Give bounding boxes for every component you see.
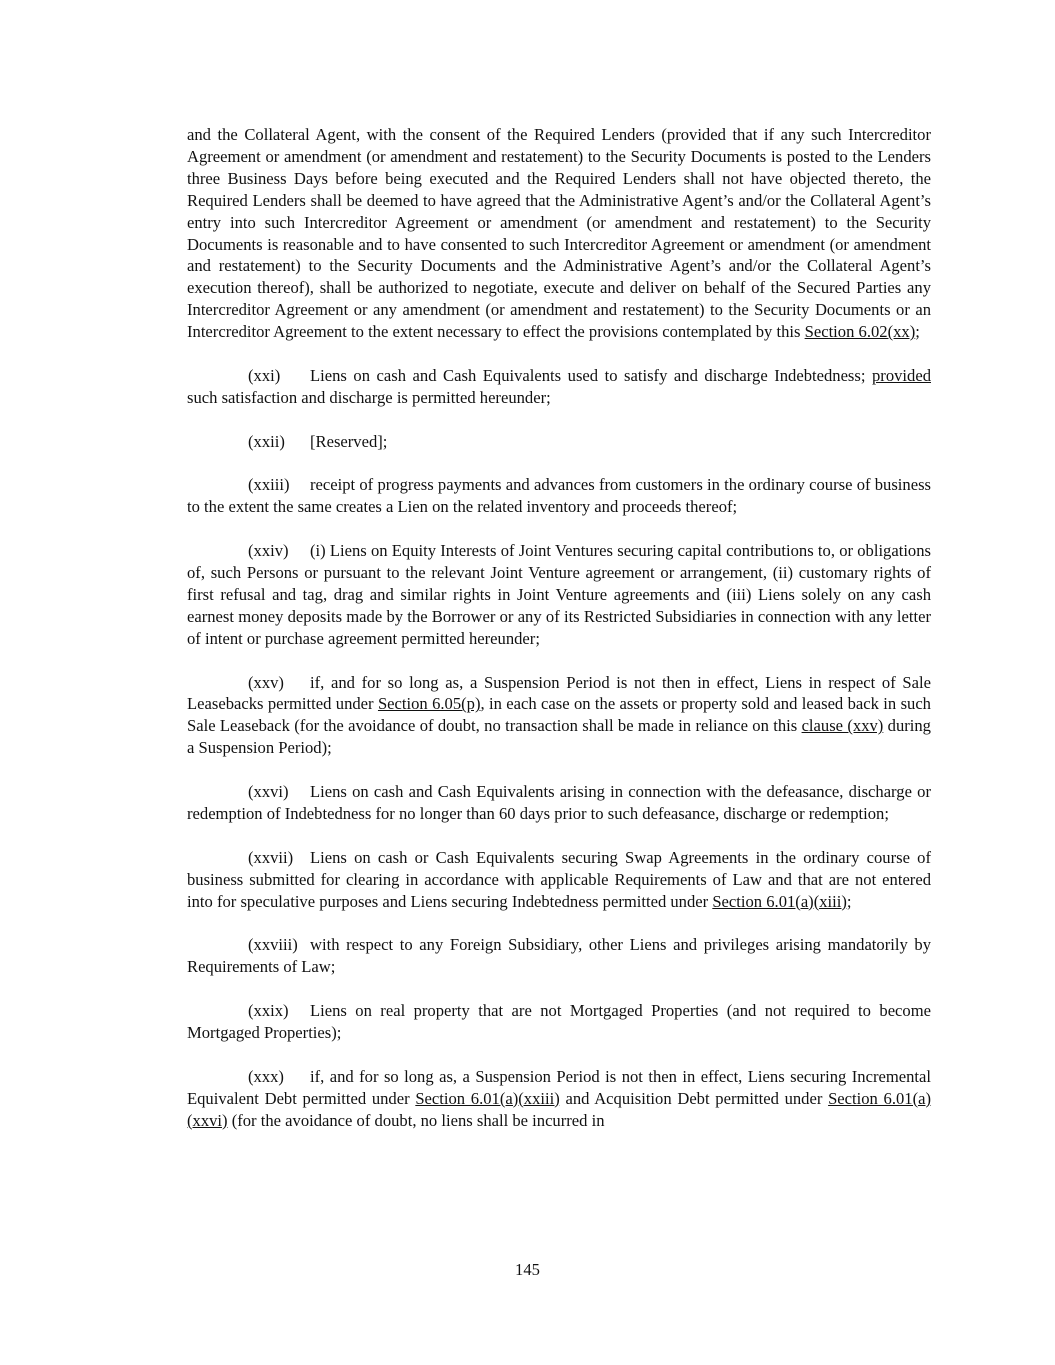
clause-number: (xxii): [248, 431, 285, 451]
clause-xxii: [187, 431, 931, 453]
clause-text: Liens on cash and Cash Equivalents used to satisfy and discharge Indebtedness;: [310, 365, 872, 385]
document-page: [187, 124, 931, 1153]
page-number: 145: [515, 1260, 540, 1279]
provided-term: provided: [872, 365, 931, 385]
clause-xxix: [187, 1000, 931, 1044]
section-link-6-01-a-xxvi[interactable]: Section 6.01(a)(xxvi): [187, 1088, 932, 1130]
section-link-6-01-a-xiii[interactable]: Section 6.01(a)(xiii): [712, 891, 847, 911]
clause-text: during a Suspension Period);: [187, 716, 931, 758]
section-link-6-01-a-xxiii[interactable]: Section 6.01(a)(xxiii): [415, 1088, 560, 1108]
clause-text: if, and for so long as, a Suspension Period is not then in effect, Liens in respect of Sale Leasebacks permitted under: [187, 672, 931, 714]
clause-number: (xxv): [248, 672, 284, 692]
clause-number: (xxvii): [248, 847, 294, 867]
clause-number: (xxix): [248, 1001, 289, 1021]
clause-text: and Acquisition Debt permitted under: [559, 1088, 829, 1108]
clause-number: (xxx): [248, 1066, 284, 1086]
clause-number: (xxviii): [248, 935, 298, 955]
clause-text: (for the avoidance of doubt, no liens shall be incurred in: [227, 1110, 605, 1130]
clause-link-xxv[interactable]: clause (xxv): [801, 716, 884, 736]
intro-text-1: and the Collateral Agent, with the consent of the Required Lenders (provided that if any such Intercreditor Agreement or amendment (or amendment and restatement) to the Security Documents is posted to the Lenders three Business Days before being executed and the Required Lenders shall not have objected thereto, the Required Lenders shall be deemed to have agreed that the Administrative Agent’s and/or the Collateral Agent’s entry into such Intercreditor Agreement or amendment (or amendment and restatement) to the Security Documents is reasonable and to have consented to such Intercreditor Agreement or amendment (or amendment and restatement) to the Security Documents and the Administrative Agent’s and/or the Collateral Agent’s execution thereof), shall be authorized to negotiate, execute and deliver on behalf of the Secured Parties any Intercreditor Agreement or any amendment (or amendment and restatement) to the Security Documents or an Intercreditor Agreement to the extent necessary to effect the provisions contemplated by this: [187, 125, 931, 342]
clause-xxi: [187, 365, 931, 409]
clause-text: receipt of progress payments and advances from customers in the ordinary course of business to the extent the same creates a Lien on the related inventory and proceeds thereof;: [187, 475, 931, 517]
clause-number: (xxiii): [248, 475, 290, 495]
clause-number: (xxiv): [248, 541, 289, 561]
clause-xxx: [187, 1066, 931, 1132]
clause-number: (xxvi): [248, 782, 289, 802]
clause-xxiii: [187, 474, 931, 518]
clause-xxvii: [187, 847, 931, 913]
clause-xxiv: [187, 540, 931, 650]
clause-text: Liens on real property that are not Mortgaged Properties (and not required to become Mortgaged Properties);: [187, 1001, 931, 1043]
clause-xxv: [187, 672, 931, 760]
section-link-6-05-p[interactable]: Section 6.05(p): [377, 694, 481, 714]
clause-text: (i) Liens on Equity Interests of Joint Ventures securing capital contributions to, or obligations of, such Persons or pursuant to the relevant Joint Venture agreement or arrangement, (ii) customary rights of first refusal and tag, drag and similar rights in Joint Venture agreements and (iii) Liens solely on any cash earnest money deposits made by the Borrower or any of its Restricted Subsidiaries in connection with any letter of intent or purchase agreement permitted hereunder;: [187, 541, 931, 648]
clause-text: [Reserved];: [310, 431, 388, 451]
clause-text: , in each case on the assets or property sold and leased back in such Sale Leaseback (for the avoidance of doubt, no transaction shall be made in reliance on this: [187, 694, 931, 736]
intro-paragraph: [187, 124, 931, 343]
clause-text: such satisfaction and discharge is permitted hereunder;: [187, 387, 551, 407]
clause-text: if, and for so long as, a Suspension Period is not then in effect, Liens securing Incremental Equivalent Debt permitted under: [187, 1066, 931, 1108]
clause-text: with respect to any Foreign Subsidiary, other Liens and privileges arising mandatorily by Requirements of Law;: [187, 935, 931, 977]
clause-text: Liens on cash or Cash Equivalents securing Swap Agreements in the ordinary course of business submitted for clearing in accordance with applicable Requirements of Law and that are not entered into for speculative purposes and Liens securing Indebtedness permitted under: [187, 847, 931, 911]
clause-xxvi: [187, 781, 931, 825]
clause-text: Liens on cash and Cash Equivalents arising in connection with the defeasance, discharge or redemption of Indebtedness for no longer than 60 days prior to such defeasance, discharge or redemption;: [187, 782, 931, 823]
clause-number: (xxi): [248, 365, 281, 385]
clause-xxviii: [187, 934, 931, 978]
intro-text-2: ;: [915, 322, 920, 342]
clause-text: ;: [846, 891, 852, 911]
section-link-6-02-xx[interactable]: Section 6.02(xx): [804, 322, 916, 342]
